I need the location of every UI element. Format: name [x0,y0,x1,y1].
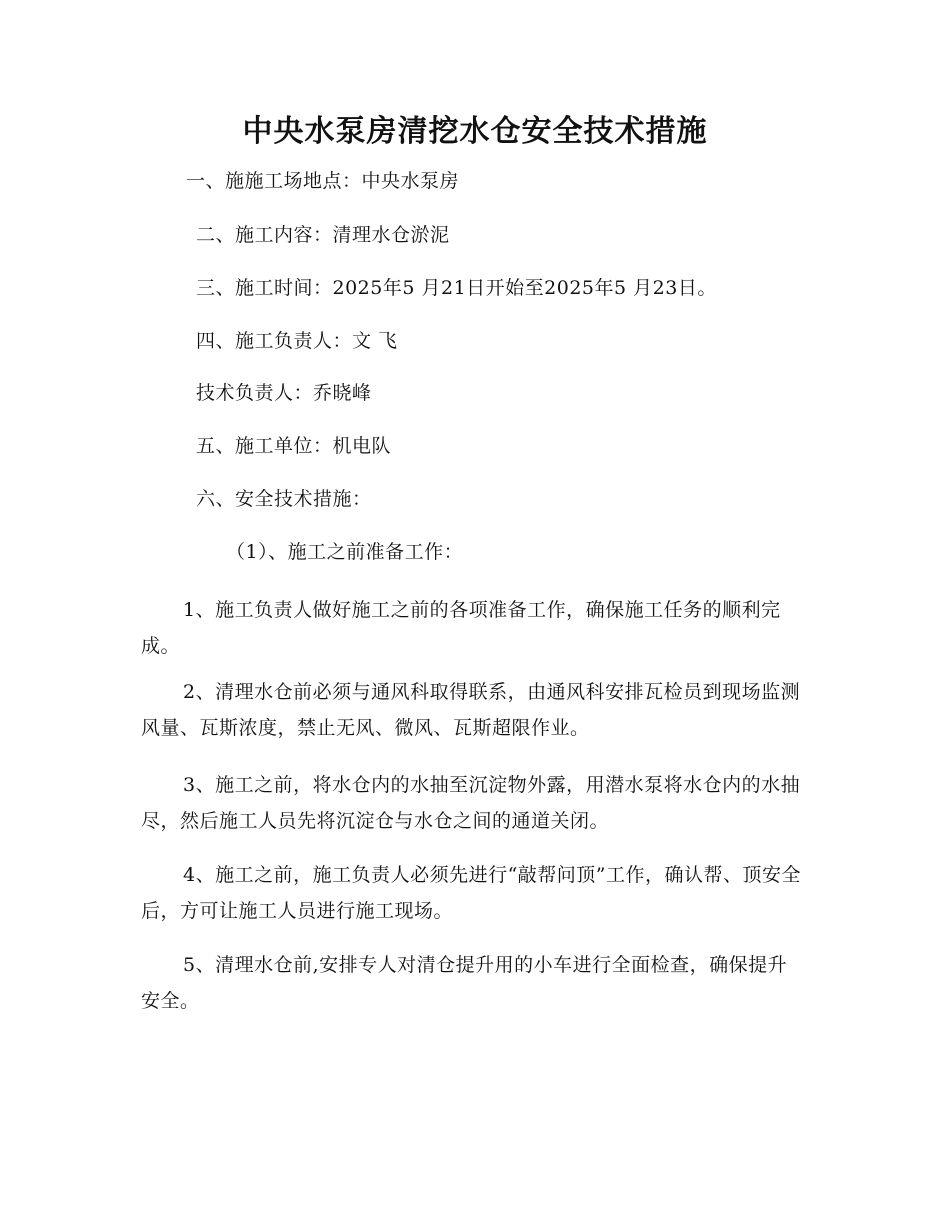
construction-content: 二、施工内容：清理水仓淤泥 [196,224,450,246]
technical-leader: 技术负责人：乔晓峰 [196,382,372,404]
construction-time: 三、施工时间：2025年5 月21日开始至2025年5 月23日。 [196,277,717,299]
measure-paragraph-4: 4、施工之前，施工负责人必须先进行“敲帮问顶”工作，确认帮、顶安全后，方可让施工人员进行施工现场。 [141,864,802,922]
preparation-subheading: （1）、施工之前准备工作： [226,541,464,563]
document-title: 中央水泵房清挖水仓安全技术措施 [242,114,708,149]
measure-paragraph-1: 1、施工负责人做好施工之前的各项准备工作，确保施工任务的顺利完成。 [141,599,781,657]
measure-paragraph-3: 3、施工之前，将水仓内的水抽至沉淀物外露，用潜水泵将水仓内的水抽尽，然后施工人员先将沉淀仓与水仓之间的通道关闭。 [141,774,801,832]
construction-leader: 四、施工负责人：文 飞 [196,330,398,352]
measure-paragraph-2: 2、清理水仓前必须与通风科取得联系，由通风科安排瓦检员到现场监测风量、瓦斯浓度，禁止无风、微风、瓦斯超限作业。 [141,681,801,739]
safety-measures-heading: 六、安全技术措施： [196,488,372,510]
measure-paragraph-5: 5、清理水仓前,安排专人对清仓提升用的小车进行全面检查，确保提升安全。 [141,954,788,1012]
construction-location: 一、施施工场地点：中央水泵房 [186,170,460,192]
construction-unit: 五、施工单位：机电队 [196,435,392,457]
